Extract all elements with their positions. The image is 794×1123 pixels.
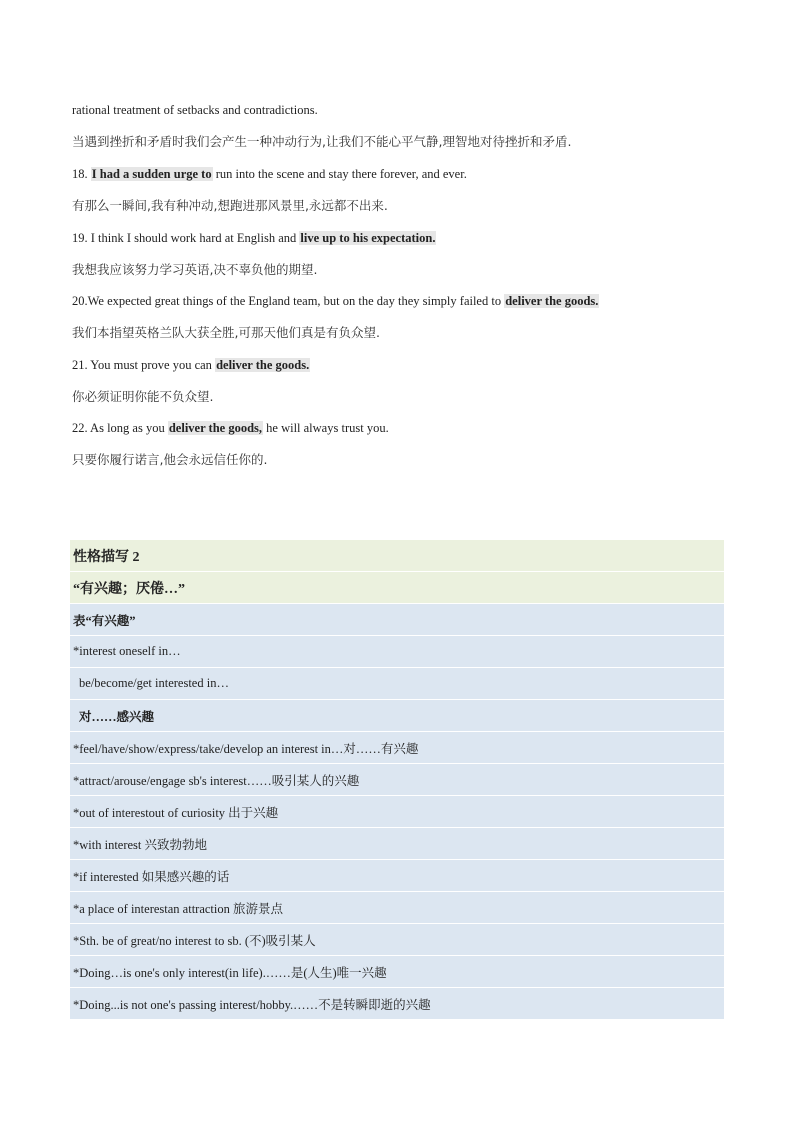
table-row: *out of interestout of curiosity 出于兴趣	[70, 796, 724, 827]
example-20-pre: 20.We expected great things of the England team, but on the day they simply failed to	[72, 294, 505, 308]
table-row: 对……感兴趣	[70, 700, 724, 731]
table-row: 表“有兴趣”	[70, 604, 724, 635]
translation-21: 你必须证明你能不负众望.	[72, 389, 214, 404]
example-20-phrase: deliver the goods.	[505, 294, 599, 308]
example-19-pre: 19. I think I should work hard at English and	[72, 231, 300, 245]
table-row: *Doing...is not one's passing interest/hobby.……不是转瞬即逝的兴趣	[70, 988, 724, 1019]
example-22-pre: 22. As long as you	[72, 421, 168, 435]
table-row: *Sth. be of great/no interest to sb. (不)吸引某人	[70, 924, 724, 955]
example-21	[72, 356, 310, 374]
example-22-phrase: deliver the goods,	[168, 421, 263, 435]
vocabulary-table	[70, 540, 724, 1020]
table-row: *with interest 兴致勃勃地	[70, 828, 724, 859]
translation-19: 我想我应该努力学习英语,决不辜负他的期望.	[72, 262, 318, 277]
example-18-post: run into the scene and stay there forever, and ever.	[212, 167, 467, 181]
table-row: *attract/arouse/engage sb's interest……吸引某人的兴趣	[70, 764, 724, 795]
translation-20: 我们本指望英格兰队大获全胜,可那天他们真是有负众望.	[72, 325, 380, 340]
translation-18: 有那么一瞬间,我有种冲动,想跑进那风景里,永远都不出来.	[72, 198, 388, 213]
example-20	[72, 292, 599, 310]
example-22-post: he will always trust you.	[263, 421, 389, 435]
example-19	[72, 229, 436, 247]
table-row: be/become/get interested in…	[70, 668, 724, 699]
table-subtitle: “有兴趣；厌倦…”	[70, 572, 724, 603]
example-19-phrase: live up to his expectation.	[300, 231, 436, 245]
table-title: 性格描写 2	[70, 540, 724, 571]
example-21-phrase: deliver the goods.	[216, 358, 310, 372]
table-row: *if interested 如果感兴趣的话	[70, 860, 724, 891]
translation-line-17: 当遇到挫折和矛盾时我们会产生一种冲动行为,让我们不能心平气静,理智地对待挫折和矛盾.	[72, 134, 572, 149]
table-row: *Doing…is one's only interest(in life).……是(人生)唯一兴趣	[70, 956, 724, 987]
text-line-continuation: rational treatment of setbacks and contradictions.	[72, 103, 318, 117]
example-18-phrase: I had a sudden urge to	[91, 167, 212, 181]
table-row: *a place of interestan attraction 旅游景点	[70, 892, 724, 923]
example-18	[72, 165, 467, 183]
example-18-pre: 18.	[72, 167, 91, 181]
table-row: *interest oneself in…	[70, 636, 724, 667]
table-row: *feel/have/show/express/take/develop an interest in…对……有兴趣	[70, 732, 724, 763]
example-21-pre: 21. You must prove you can	[72, 358, 216, 372]
example-22	[72, 419, 389, 437]
translation-22: 只要你履行诺言,他会永远信任你的.	[72, 452, 268, 467]
